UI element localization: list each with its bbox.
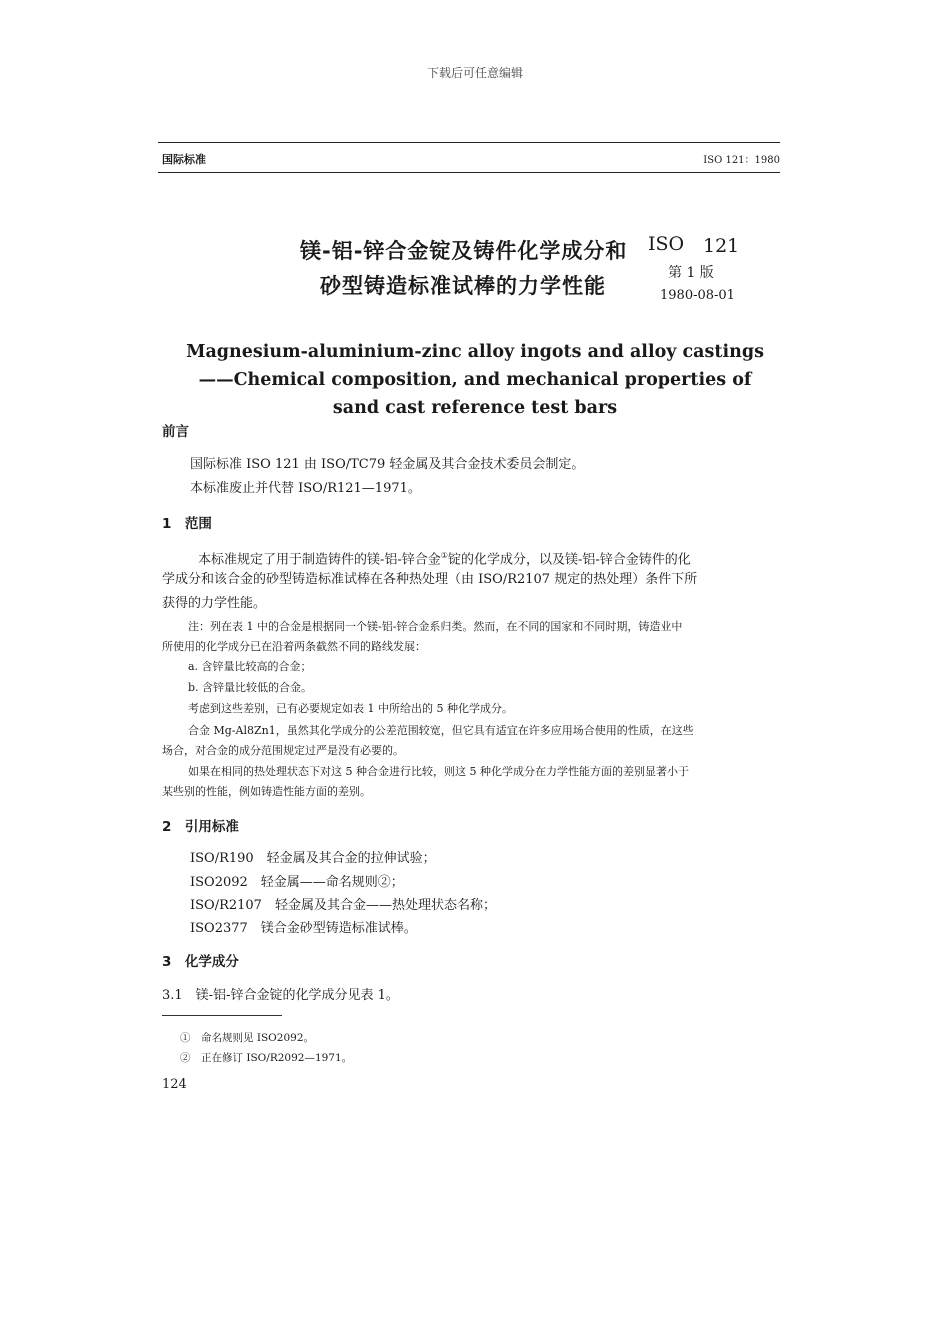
- note-line3: 考虑到这些差别，已有必要规定如表 1 中所给出的 5 种化学成分。: [188, 702, 513, 715]
- title-en-line1: Magnesium-aluminium-zinc alloy ingots and alloy castings: [186, 342, 764, 362]
- section1-para-line3: 获得的力学性能。: [162, 596, 267, 611]
- section2-heading: 2 引用标准: [162, 819, 239, 835]
- section1-heading: 1 范围: [162, 516, 212, 532]
- edition-label: 第 1 版: [668, 265, 714, 281]
- iso-number: 121: [703, 235, 740, 257]
- note-line1: 注：列在表 1 中的合金是根据同一个镁-铝-锌合金系归类。然而，在不同的国家和不同时期，铸造业中: [188, 620, 683, 633]
- reference-item-2: ISO2092 轻金属——命名规则②；: [190, 875, 404, 890]
- foreword-line1: 国际标准 ISO 121 由 ISO/TC79 轻金属及其合金技术委员会制定。: [190, 457, 585, 472]
- note-line2: 所使用的化学成分已在沿着两条截然不同的路线发展：: [162, 640, 426, 653]
- footnote-mark-1: ①: [440, 551, 448, 560]
- foreword-heading: 前言: [162, 424, 189, 440]
- section3-heading: 3 化学成分: [162, 954, 239, 970]
- publication-date: 1980-08-01: [660, 288, 735, 303]
- footnote-separator: [162, 1015, 282, 1016]
- watermark-text: 下载后可任意编辑: [426, 66, 523, 80]
- header-left: 国际标准: [162, 153, 206, 166]
- note-item-b: b. 含锌量比较低的合金。: [188, 681, 313, 694]
- section1-para-line1-a: 本标准规定了用于制造铸件的镁-铝-锌合金: [198, 552, 441, 568]
- section1-para-line1: [198, 545, 691, 571]
- note-line6: 如果在相同的热处理状态下对这 5 种合金进行比较，则这 5 种化学成分在力学性能方面的差别显著小于: [188, 765, 689, 778]
- page-number: 124: [162, 1077, 187, 1092]
- note-line4: 合金 Mg-Al8Zn1，虽然其化学成分的公差范围较宽，但它具有适宜在许多应用场合使用的性质，在这些: [188, 724, 694, 737]
- section3-sub-3-1: 3.1 镁-铝-锌合金锭的化学成分见表 1。: [162, 988, 399, 1003]
- iso-label: ISO: [648, 233, 685, 255]
- footnote-2: ② 正在修订 ISO/R2092—1971。: [180, 1052, 353, 1064]
- header-right: ISO 121：1980: [703, 155, 780, 166]
- note-item-a: a. 含锌量比较高的合金；: [188, 660, 312, 673]
- section1-para-line1-b: 锭的化学成分，以及镁-铝-锌合金铸件的化: [447, 552, 691, 568]
- reference-item-1: ISO/R190 轻金属及其合金的拉伸试验；: [190, 851, 436, 866]
- title-en-line3: sand cast reference test bars: [332, 398, 618, 418]
- title-cn-line2: 砂型铸造标准试棒的力学性能: [320, 274, 606, 298]
- header-rule-top: [158, 142, 780, 143]
- title-cn-line1: 镁-铝-锌合金锭及铸件化学成分和: [300, 239, 628, 263]
- reference-item-3: ISO/R2107 轻金属及其合金——热处理状态名称；: [190, 898, 496, 913]
- reference-item-4: ISO2377 镁合金砂型铸造标准试棒。: [190, 921, 417, 936]
- foreword-line2: 本标准废止并代替 ISO/R121—1971。: [190, 481, 421, 496]
- section1-para-line2: 学成分和该合金的砂型铸造标准试棒在各种热处理（由 ISO/R2107 规定的热处理）条件下所: [162, 572, 698, 587]
- header-rule-bottom: [158, 172, 780, 173]
- footnote-1: ① 命名规则见 ISO2092。: [180, 1032, 315, 1044]
- note-line7: 某些别的性能，例如铸造性能方面的差别。: [162, 785, 371, 798]
- title-en-line2: ——Chemical composition, and mechanical properties of: [198, 370, 752, 390]
- note-line5: 场合，对合金的成分范围规定过严是没有必要的。: [162, 744, 404, 757]
